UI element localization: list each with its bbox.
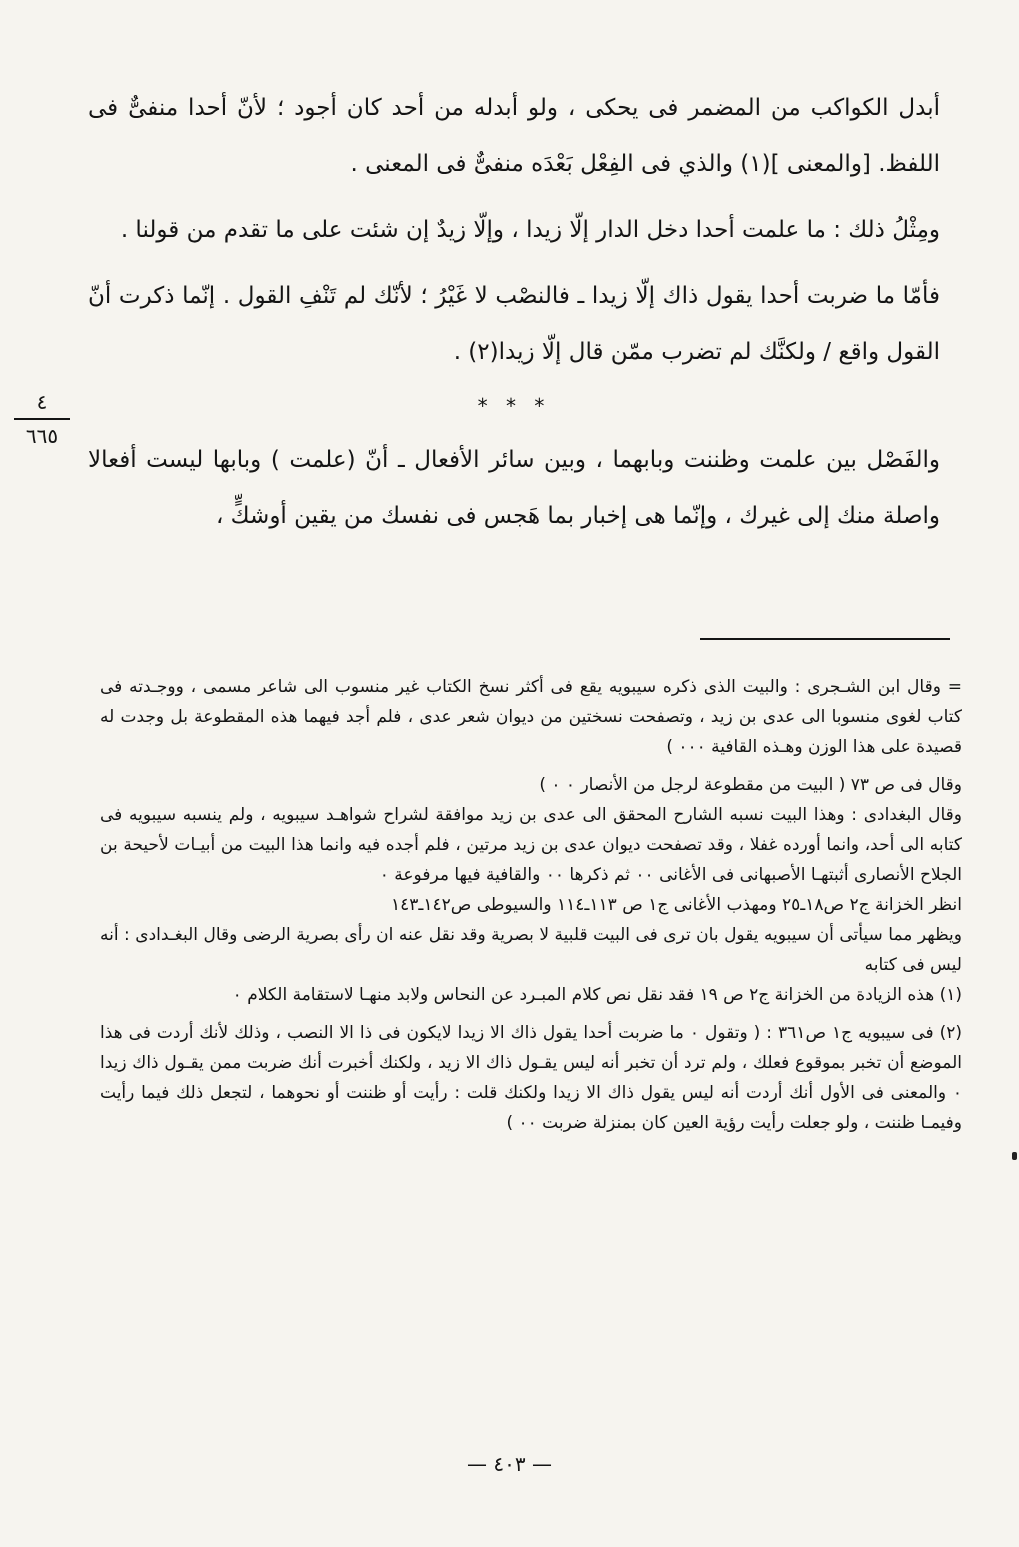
footnote-entry: انظر الخزانة ج٢ ص١٨ـ٢٥ ومهذب الأغانى ج١ ص ١١٣ـ١١٤ والسيوطى ص١٤٢ـ١٤٣ xyxy=(390,895,962,915)
section-separator: * * * xyxy=(477,394,551,418)
margin-reference-page: ٦٦٥ xyxy=(25,424,59,448)
main-text-block xyxy=(88,80,940,544)
margin-page-reference xyxy=(14,388,70,450)
main-paragraph-2: ومِثْلُ ذلك : ما علمت أحدا دخل الدار إلّا زيدا ، وإلّا زيدٌ إن شئت على ما تقدم من قولنا . xyxy=(120,217,940,243)
footnotes-block xyxy=(100,672,962,1138)
scan-speck xyxy=(1012,1152,1017,1160)
footnote-continuation: = وقال ابن الشـجرى : والبيت الذى ذكره سيبويه يقع فى أكثر نسخ الكتاب غير منسوب الى شاعر مسمى ، ووجـدته فى كتاب لغوى منسوبا الى عدى بن زيد ، وتصفحت نسختين من ديوان شعر عدى ، فلم أجد فيهما هذه المقطوعة بل وجدت له قصيدة على هذا الوزن وهـذه القافية ٠٠٠ ) xyxy=(100,677,962,757)
main-paragraph-3: فأمّا ما ضربت أحدا يقول ذاك إلّا زيدا ـ فالنصْب لا غَيْرُ ؛ لأنّك لم تَنْفِ القول . إنّما ذكرت أنّ القول واقع / ولكنَّك لم تضرب ممّن قال إلّا زيدا(٢) . xyxy=(88,283,940,365)
footnote-entry: وقال فى ص ٧٣ ( البيت من مقطوعة لرجل من الأنصار ٠ ٠ ) xyxy=(539,775,962,795)
main-paragraph-1: أبدل الكواكب من المضمر فى يحكى ، ولو أبدله من أحد كان أجود ؛ لأنّ أحدا منفىٌّ فى اللفظ. [والمعنى ](١) والذي فى الفِعْل بَعْدَه منفىٌّ فى المعنى . xyxy=(88,95,940,177)
page-number: — ٤٠٣ — xyxy=(467,1452,552,1476)
main-paragraph-4: والفَصْل بين علمت وظننت وبابهما ، وبين سائر الأفعال ـ أنّ (علمت ) وبابها ليست أفعالا واصلة منك إلى غيرك ، وإنّما هى إخبار بما هَجس فى نفسك من يقين أوشكٍّ ، xyxy=(88,447,940,529)
footnote-entry: ويظهر مما سيأتى أن سيبويه يقول بان ترى فى البيت قلبية لا بصرية وقد نقل عنه ان رأى بصرية الرضى وقال البغـدادى : أنه ليس فى كتابه xyxy=(100,925,962,975)
footnote-entry: وقال البغدادى : وهذا البيت نسبه الشارح المحقق الى عدى بن زيد موافقة لشراح شواهـد سيبويه ، ولم ينسبه سيبويه فى كتابه الى أحد، وانما أورده غفلا ، وقد تصفحت ديوان عدى بن زيد مرتين ، فلم أجده فيه وانما هذا البيت من أبيـات لأحيحة بن الجلاح الأنصارى أثبتهـا الأصبهانى فى الأغانى ٠٠ ثم ذكرها ٠٠ والقافية فيها مرفوعة ٠ xyxy=(100,805,962,885)
footnote-1: (١) هذه الزيادة من الخزانة ج٢ ص ١٩ فقد نقل نص كلام المبـرد عن النحاس ولابد منهـا لاستقامة الكلام ٠ xyxy=(232,985,962,1005)
footnote-divider xyxy=(700,638,950,640)
footnote-2: (٢) فى سيبويه ج١ ص٣٦١ : ( وتقول ٠ ما ضربت أحدا يقول ذاك الا زيدا لايكون فى ذا الا النصب ، وذلك لأنك أردت فى هذا الموضع أن تخبر بموقوع فعلك ، ولم ترد أن تخبر أنه ليس يقـول ذاك الا زيد ، ولكنك أخبرت أنك ضربت ممن يقـول ذاك زيدا ٠ والمعنى فى الأول أنك أردت أنه ليس يقول ذاك الا زيدا ولكنك قلت : رأيت أو ظننت أو نحوهما ، لتجعل ذلك فيما رأيت وفيمـا ظننت ، ولو جعلت رأيت رؤية العين كان بمنزلة ضربت ٠٠ ) xyxy=(100,1023,962,1133)
margin-reference-volume: ٤ xyxy=(14,388,70,420)
